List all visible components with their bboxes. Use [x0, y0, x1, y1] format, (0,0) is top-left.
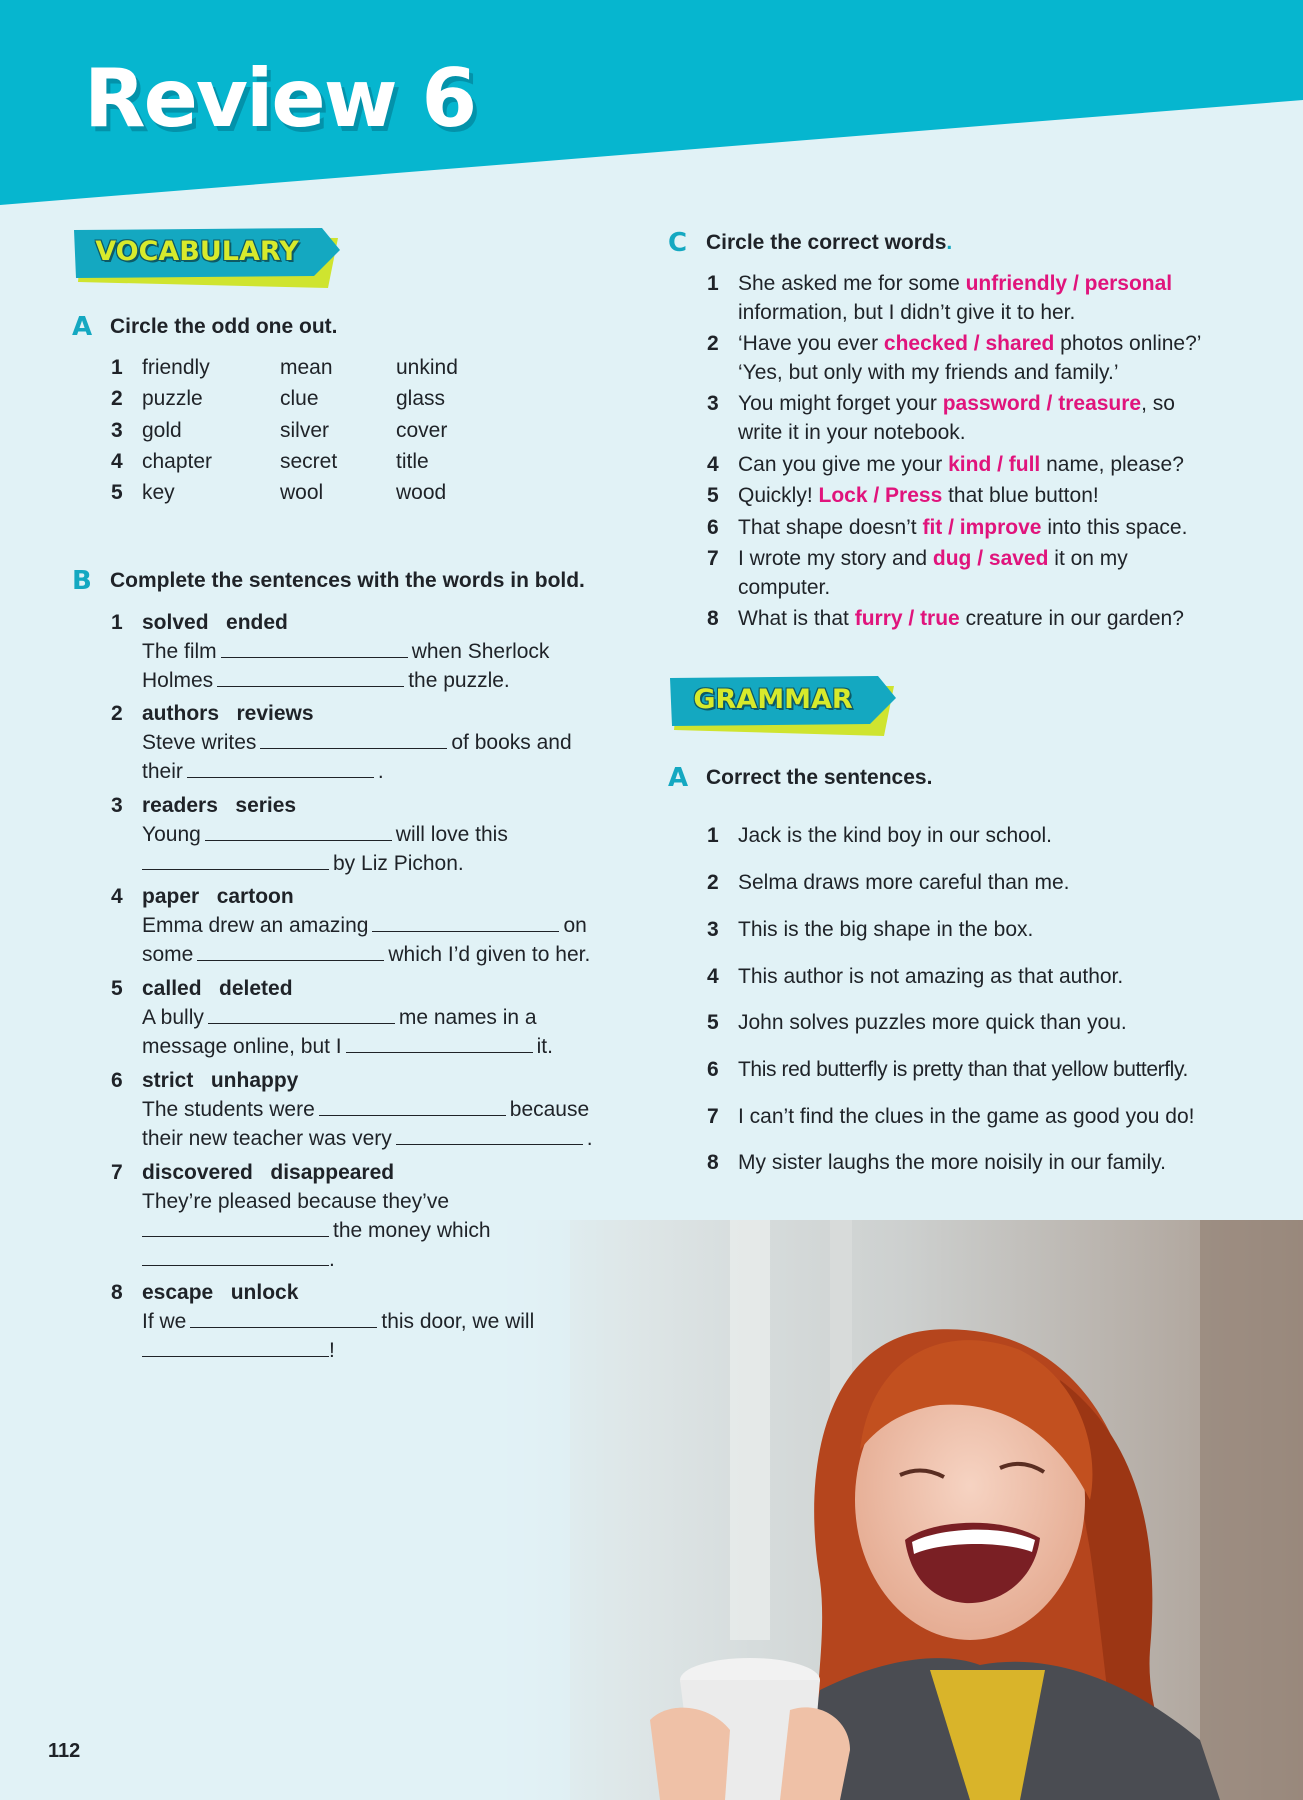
sentence-text: What is that [738, 607, 855, 630]
sentence-text: ‘Have you ever [738, 332, 884, 355]
answer-blank[interactable] [205, 823, 392, 841]
page-title: Review 6 [84, 52, 476, 145]
list-item [707, 269, 1278, 327]
word-choice[interactable]: furry / true [854, 607, 960, 630]
sentence-text: You might forget your [738, 392, 943, 415]
item-number: 2 [707, 871, 719, 894]
word: secret [280, 450, 338, 473]
word: wool [280, 481, 324, 504]
sentence-text: This author is not amazing as that author. [738, 965, 1124, 988]
task-instruction: Correct the sentences. [706, 766, 933, 789]
bold-words: solved ended [142, 611, 288, 634]
item-number: 3 [111, 419, 123, 442]
header-band [0, 0, 1303, 210]
vocabulary-task-b-heading [72, 566, 585, 596]
sentence-text: of books and [451, 731, 572, 754]
item-number: 1 [111, 356, 123, 379]
item-number: 8 [111, 1281, 123, 1304]
sentence-text: John solves puzzles more quick than you. [738, 1011, 1127, 1034]
answer-blank[interactable] [142, 1219, 329, 1237]
sentence-text: the money which [333, 1219, 491, 1242]
word: chapter [142, 450, 213, 473]
item-number: 3 [707, 392, 719, 415]
answer-blank[interactable] [142, 852, 329, 870]
list-item [111, 419, 448, 443]
sentence-text: , so [1141, 392, 1175, 415]
word: mean [280, 356, 333, 379]
word: glass [396, 387, 446, 410]
sentence-text: I wrote my story and [738, 547, 933, 570]
item-number: 4 [707, 965, 719, 988]
sentence-text: the puzzle. [408, 669, 510, 692]
list-item [707, 513, 1278, 542]
list-item [707, 1055, 1303, 1084]
list-item [707, 962, 1298, 991]
sentence-text: The students were [142, 1098, 315, 1121]
item-number: 3 [111, 794, 123, 817]
list-item [111, 699, 622, 786]
item-number: 6 [707, 1058, 719, 1081]
list-item [707, 604, 1278, 633]
task-letter-a: A [72, 312, 93, 342]
sentence-text: because [509, 1098, 590, 1121]
bold-words: escape unlock [142, 1281, 299, 1304]
item-number: 4 [707, 453, 719, 476]
sentence-text: this door, we will [381, 1310, 535, 1333]
item-number: 4 [111, 450, 123, 473]
word: clue [280, 387, 319, 410]
grammar-banner [668, 674, 938, 736]
task-instruction: Circle the odd one out. [110, 315, 338, 338]
answer-blank[interactable] [346, 1035, 533, 1053]
item-number: 8 [707, 607, 719, 630]
sentence-text: Holmes [142, 669, 214, 692]
sentence-text: They’re pleased because they’ve [142, 1190, 450, 1213]
list-item [707, 329, 1278, 387]
bold-words: strict unhappy [142, 1069, 299, 1092]
item-number: 1 [707, 824, 719, 847]
sentence-text: This red butterfly is pretty than that yellow butterfly. [738, 1058, 1188, 1081]
sentence-text: on [563, 914, 587, 937]
list-item [707, 1102, 1298, 1131]
list-item [111, 974, 622, 1061]
sentence-text: Jack is the kind boy in our school. [738, 824, 1052, 847]
item-number: 2 [111, 702, 123, 725]
sentence-text: it on my [1048, 547, 1128, 570]
word-choice[interactable]: checked / shared [883, 332, 1055, 355]
word-choice[interactable]: password / treasure [942, 392, 1142, 415]
sentence-text: This is the big shape in the box. [738, 918, 1034, 941]
sentence-text: their new teacher was very [142, 1127, 392, 1150]
bold-words: paper cartoon [142, 885, 294, 908]
word-choice[interactable]: Lock / Press [818, 484, 943, 507]
vocabulary-banner-label: VOCABULARY [95, 236, 299, 267]
bold-words: readers series [142, 794, 297, 817]
vocabulary-task-a-heading [72, 312, 338, 342]
sentence-text: Quickly! [738, 484, 819, 507]
word: cover [396, 419, 448, 442]
list-item [111, 356, 458, 380]
item-number: 7 [111, 1161, 123, 1184]
list-item [707, 821, 1298, 850]
list-item [111, 481, 447, 505]
answer-blank[interactable] [142, 1339, 329, 1357]
sentence-text: If we [142, 1310, 187, 1333]
task-letter-a: A [668, 763, 689, 793]
answer-blank[interactable] [260, 731, 447, 749]
answer-blank[interactable] [208, 1006, 395, 1024]
sentence-text: Young [142, 823, 201, 846]
item-number: 1 [707, 272, 719, 295]
list-item [111, 791, 622, 878]
list-item [707, 450, 1278, 479]
item-number: 5 [707, 484, 719, 507]
sentence-text: it. [536, 1035, 553, 1058]
item-number: 7 [707, 547, 719, 570]
sentence-text: their [142, 760, 183, 783]
word: gold [142, 419, 182, 442]
grammar-banner-label: GRAMMAR [693, 684, 853, 715]
sentence-text: I can’t find the clues in the game as good you do! [738, 1105, 1195, 1128]
word: friendly [142, 356, 210, 379]
sentence-text: Selma draws more careful than me. [738, 871, 1070, 894]
sentence-text: . [586, 1127, 593, 1150]
list-item [111, 1066, 622, 1153]
item-number: 6 [707, 516, 719, 539]
word: key [142, 481, 175, 504]
list-item [111, 1278, 622, 1365]
sentence-text: into this space. [1041, 516, 1188, 539]
answer-blank[interactable] [190, 1310, 377, 1328]
answer-blank[interactable] [142, 1248, 329, 1266]
word-choice[interactable]: dug / saved [932, 547, 1049, 570]
sentence-text: creature in our garden? [959, 607, 1184, 630]
list-item [111, 608, 622, 695]
answer-blank[interactable] [396, 1127, 583, 1145]
word: title [396, 450, 429, 473]
vocabulary-banner [72, 226, 342, 288]
item-number: 7 [707, 1105, 719, 1128]
answer-blank[interactable] [221, 640, 408, 658]
item-number: 4 [111, 885, 123, 908]
list-item [707, 481, 1278, 510]
word-choice[interactable]: unfriendly / personal [965, 272, 1173, 295]
sentence-text: . [377, 760, 384, 783]
list-item [111, 387, 446, 411]
task-c-heading [668, 228, 952, 258]
sentence-text: name, please? [1040, 453, 1184, 476]
sentence-text: by Liz Pichon. [333, 852, 464, 875]
sentence-text: message online, but I [142, 1035, 342, 1058]
task-instruction: Circle the correct words [706, 231, 947, 254]
item-number: 2 [707, 332, 719, 355]
sentence-text: me names in a [398, 1006, 537, 1029]
grammar-task-a-heading [668, 763, 932, 793]
sentence-text: . [329, 1248, 335, 1271]
sentence-text: photos online?’ [1054, 332, 1202, 355]
sentence-text: which I’d given to her. [388, 943, 591, 966]
list-item [707, 544, 1278, 602]
item-number: 3 [707, 918, 719, 941]
sentence-text: when Sherlock [411, 640, 550, 663]
answer-blank[interactable] [187, 760, 374, 778]
list-item [111, 450, 429, 474]
answer-blank[interactable] [319, 1098, 506, 1116]
item-number: 6 [111, 1069, 123, 1092]
task-letter-c: C [668, 228, 688, 258]
bold-words: discovered disappeared [142, 1161, 395, 1184]
item-number: 1 [111, 611, 123, 634]
sentence-text: The film [142, 640, 217, 663]
page-number: 112 [48, 1740, 81, 1762]
sentence-text: that blue button! [942, 484, 1099, 507]
item-number: 2 [111, 387, 123, 410]
item-number: 5 [707, 1011, 719, 1034]
list-item [707, 1008, 1298, 1037]
sentence-text: Emma drew an amazing [142, 914, 369, 937]
word: unkind [396, 356, 458, 379]
sentence-text: write it in your notebook. [738, 421, 966, 444]
bold-words: authors reviews [142, 702, 314, 725]
answer-blank[interactable] [217, 669, 404, 687]
sentence-text: information, but I didn’t give it to her. [738, 301, 1076, 324]
sentence-text: She asked me for some [738, 272, 966, 295]
item-number: 8 [707, 1151, 719, 1174]
word-choice[interactable]: fit / improve [922, 516, 1042, 539]
sentence-text: Can you give me your [738, 453, 949, 476]
sentence-text: computer. [738, 576, 831, 599]
instruction-dot: . [946, 231, 953, 254]
list-item [707, 389, 1278, 447]
word: puzzle [142, 387, 203, 410]
sentence-text: A bully [142, 1006, 204, 1029]
item-number: 5 [111, 481, 123, 504]
sentence-text: some [142, 943, 194, 966]
task-instruction: Complete the sentences with the words in bold. [110, 569, 585, 592]
task-letter-b: B [72, 566, 92, 596]
list-item [707, 1148, 1298, 1177]
sentence-text: My sister laughs the more noisily in our family. [738, 1151, 1166, 1174]
list-item [111, 1158, 622, 1274]
word: silver [280, 419, 330, 442]
sentence-text: ! [329, 1339, 335, 1362]
word-choice[interactable]: kind / full [948, 453, 1041, 476]
sentence-text: Steve writes [142, 731, 257, 754]
word: wood [396, 481, 447, 504]
list-item [707, 915, 1298, 944]
sentence-text: will love this [395, 823, 508, 846]
sentence-text: That shape doesn’t [738, 516, 923, 539]
item-number: 5 [111, 977, 123, 1000]
answer-blank[interactable] [372, 914, 559, 932]
bold-words: called deleted [142, 977, 293, 1000]
sentence-text: ‘Yes, but only with my friends and family.’ [738, 361, 1119, 384]
list-item [111, 882, 622, 969]
list-item [707, 868, 1298, 897]
answer-blank[interactable] [197, 943, 384, 961]
